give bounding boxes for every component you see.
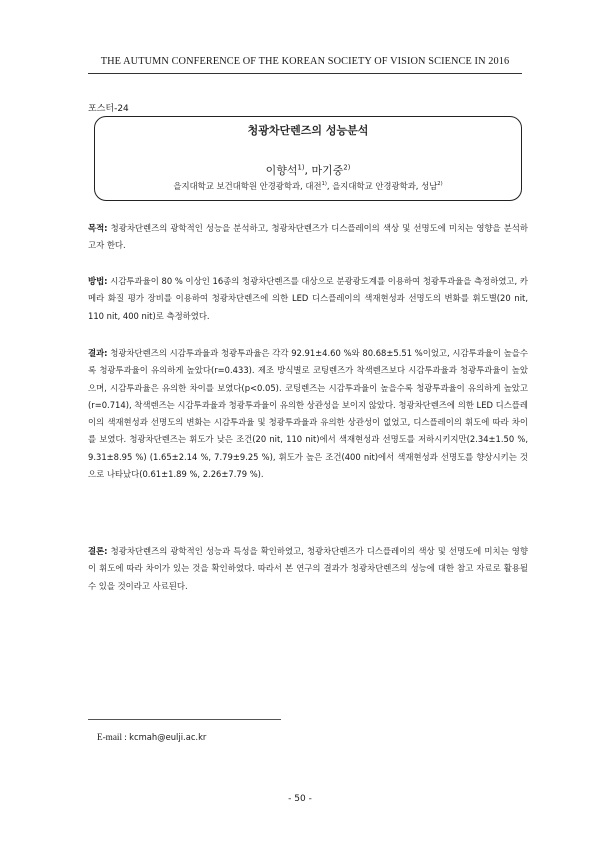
header-rule (88, 73, 522, 74)
footnote-email (97, 732, 206, 742)
affiliation-2-sup: 2) (437, 181, 443, 188)
paper-title: 청광차단렌즈의 성능분석 (247, 124, 369, 137)
section-result (88, 345, 528, 483)
affiliation-2: , 을지대학교 안경광학과, 성남 (326, 181, 438, 191)
section-method (88, 273, 528, 325)
email-label: E-mail : (97, 732, 130, 742)
affiliation-1-sup: 1) (321, 181, 327, 188)
footnote-rule (88, 719, 281, 720)
result-label: 결과: (88, 348, 108, 358)
method-label: 방법: (88, 276, 108, 286)
authors (94, 162, 522, 178)
author-1-sup: 1) (297, 163, 305, 172)
author-1: 이향석 (265, 164, 298, 177)
section-conclusion (88, 543, 528, 595)
method-text: 시감투과율이 80 % 이상인 16종의 청광차단렌즈를 대상으로 분광광도계를 이용하여 청광투과율을 측정하였고, 카메라 화질 평가 장비를 이용하여 청광차단렌즈에 의한 LED 디스플레이의 색재현성과 선명도의 변화를 휘도별(20 nit, 110 nit, 400 nit)로 측정하였다. (88, 276, 528, 321)
conclusion-text: 청광차단렌즈의 광학적인 성능과 특성을 확인하였고, 청광차단렌즈가 디스플레이의 색상 및 선명도에 미치는 영향이 휘도에 따라 차이가 있는 것을 확인하였다. 따라서 본 연구의 결과가 청광차단렌즈의 성능에 대한 참고 자료로 활용될 수 있을 것이라고 사료된다. (88, 546, 528, 591)
author-2: 마기중 (311, 164, 344, 177)
conference-header: THE AUTUMN CONFERENCE OF THE KOREAN SOCIETY OF VISION SCIENCE IN 2016 (100, 56, 510, 67)
email-address: kcmah@eulji.ac.kr (129, 732, 207, 742)
conclusion-label: 결론: (88, 546, 108, 556)
poster-number: 포스터-24 (88, 104, 129, 114)
author-2-sup: 2) (343, 163, 351, 172)
affiliation-1: 을지대학교 보건대학원 안경광학과, 대전 (173, 181, 322, 191)
page-number: - 50 - (288, 794, 312, 804)
author-separator: , (304, 164, 312, 177)
section-purpose (88, 220, 528, 255)
purpose-label: 목적: (88, 223, 108, 233)
purpose-text: 청광차단렌즈의 광학적인 성능을 분석하고, 청광차단렌즈가 디스플레이의 색상 및 선명도에 미치는 영향을 분석하고자 한다. (88, 223, 528, 251)
affiliation (94, 180, 522, 192)
result-text: 청광차단렌즈의 시감투과율과 청광투과율은 각각 92.91±4.60 %와 80.68±5.51 %이었고, 시감투과율이 높을수록 청광투과율이 유의하게 높았다(r=0.433). 제조 방식별로 코팅렌즈가 착색렌즈보다 시감투과율과 청광투과율이 높았으며, 시감투과율은 유의한 차이를 보였다(p<0.05). 코팅렌즈는 시감투과율이 높을수록 청광투과율이 유의하게 높았고(r=0.714), 착색렌즈는 시감투과율과 청광투과율이 유의한 상관성을 보이지 않았다. 청광차단렌즈에 의한 LED 디스플레이의 색재현성과 선명도의 변화는 시감투과율 및 청광투과율과 유의한 상관성이 없었고, 디스플레이의 휘도에 따라 차이를 보였다. 청광차단렌즈는 휘도가 낮은 조건(20 nit, 110 nit)에서 색재현성과 선명도를 저하시키지만(2.34±1.50 %, 9.31±8.95 %) (1.65±2.14 %, 7.79±9.25 %), 휘도가 높은 조건(400 nit)에서 색재현성과 선명도를 향상시키는 것으로 나타났다(0.61±1.89 %, 2.26±7.79 %). (88, 348, 528, 480)
